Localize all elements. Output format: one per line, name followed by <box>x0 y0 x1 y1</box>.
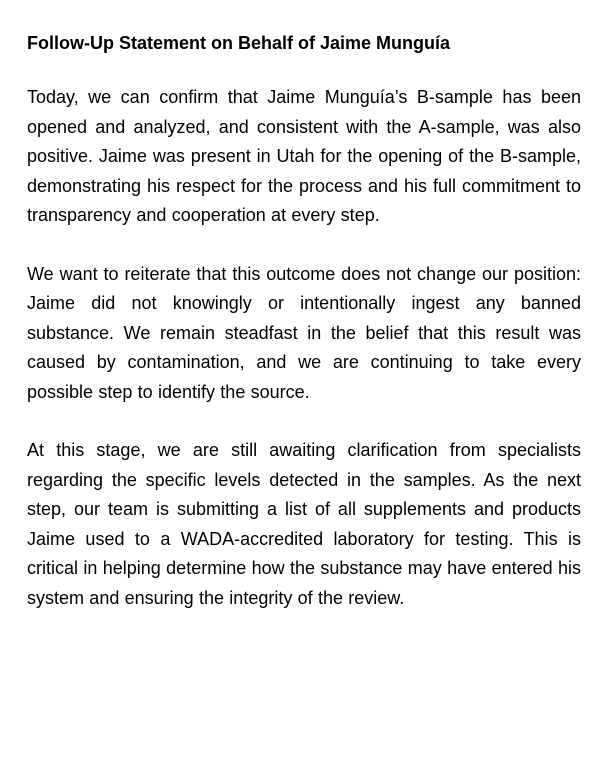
statement-title: Follow-Up Statement on Behalf of Jaime Munguía <box>27 33 451 53</box>
statement-paragraph-2: We want to reiterate that this outcome does not change our position: Jaime did not knowingly or intentionally ingest any banned substance. We remain steadfast in the belief that this result was caused by contamination, and we are continuing to take every possible step to identify the source. <box>27 263 581 402</box>
statement-paragraph-3: At this stage, we are still awaiting clarification from specialists regarding the specific levels detected in the samples. As the next step, our team is submitting a list of all supplements and products Jaime used to a WADA-accredited laboratory for testing. This is critical in helping determine how the substance may have entered his system and ensuring the integrity of the review. <box>27 440 581 608</box>
statement-document <box>27 30 581 642</box>
statement-paragraph-1: Today, we can confirm that Jaime Munguía’s B-sample has been opened and analyzed, and consistent with the A-sample, was also positive. Jaime was present in Utah for the opening of the B-sample, demonstrating his respect for the process and his full commitment to transparency and cooperation at every step. <box>27 87 581 225</box>
